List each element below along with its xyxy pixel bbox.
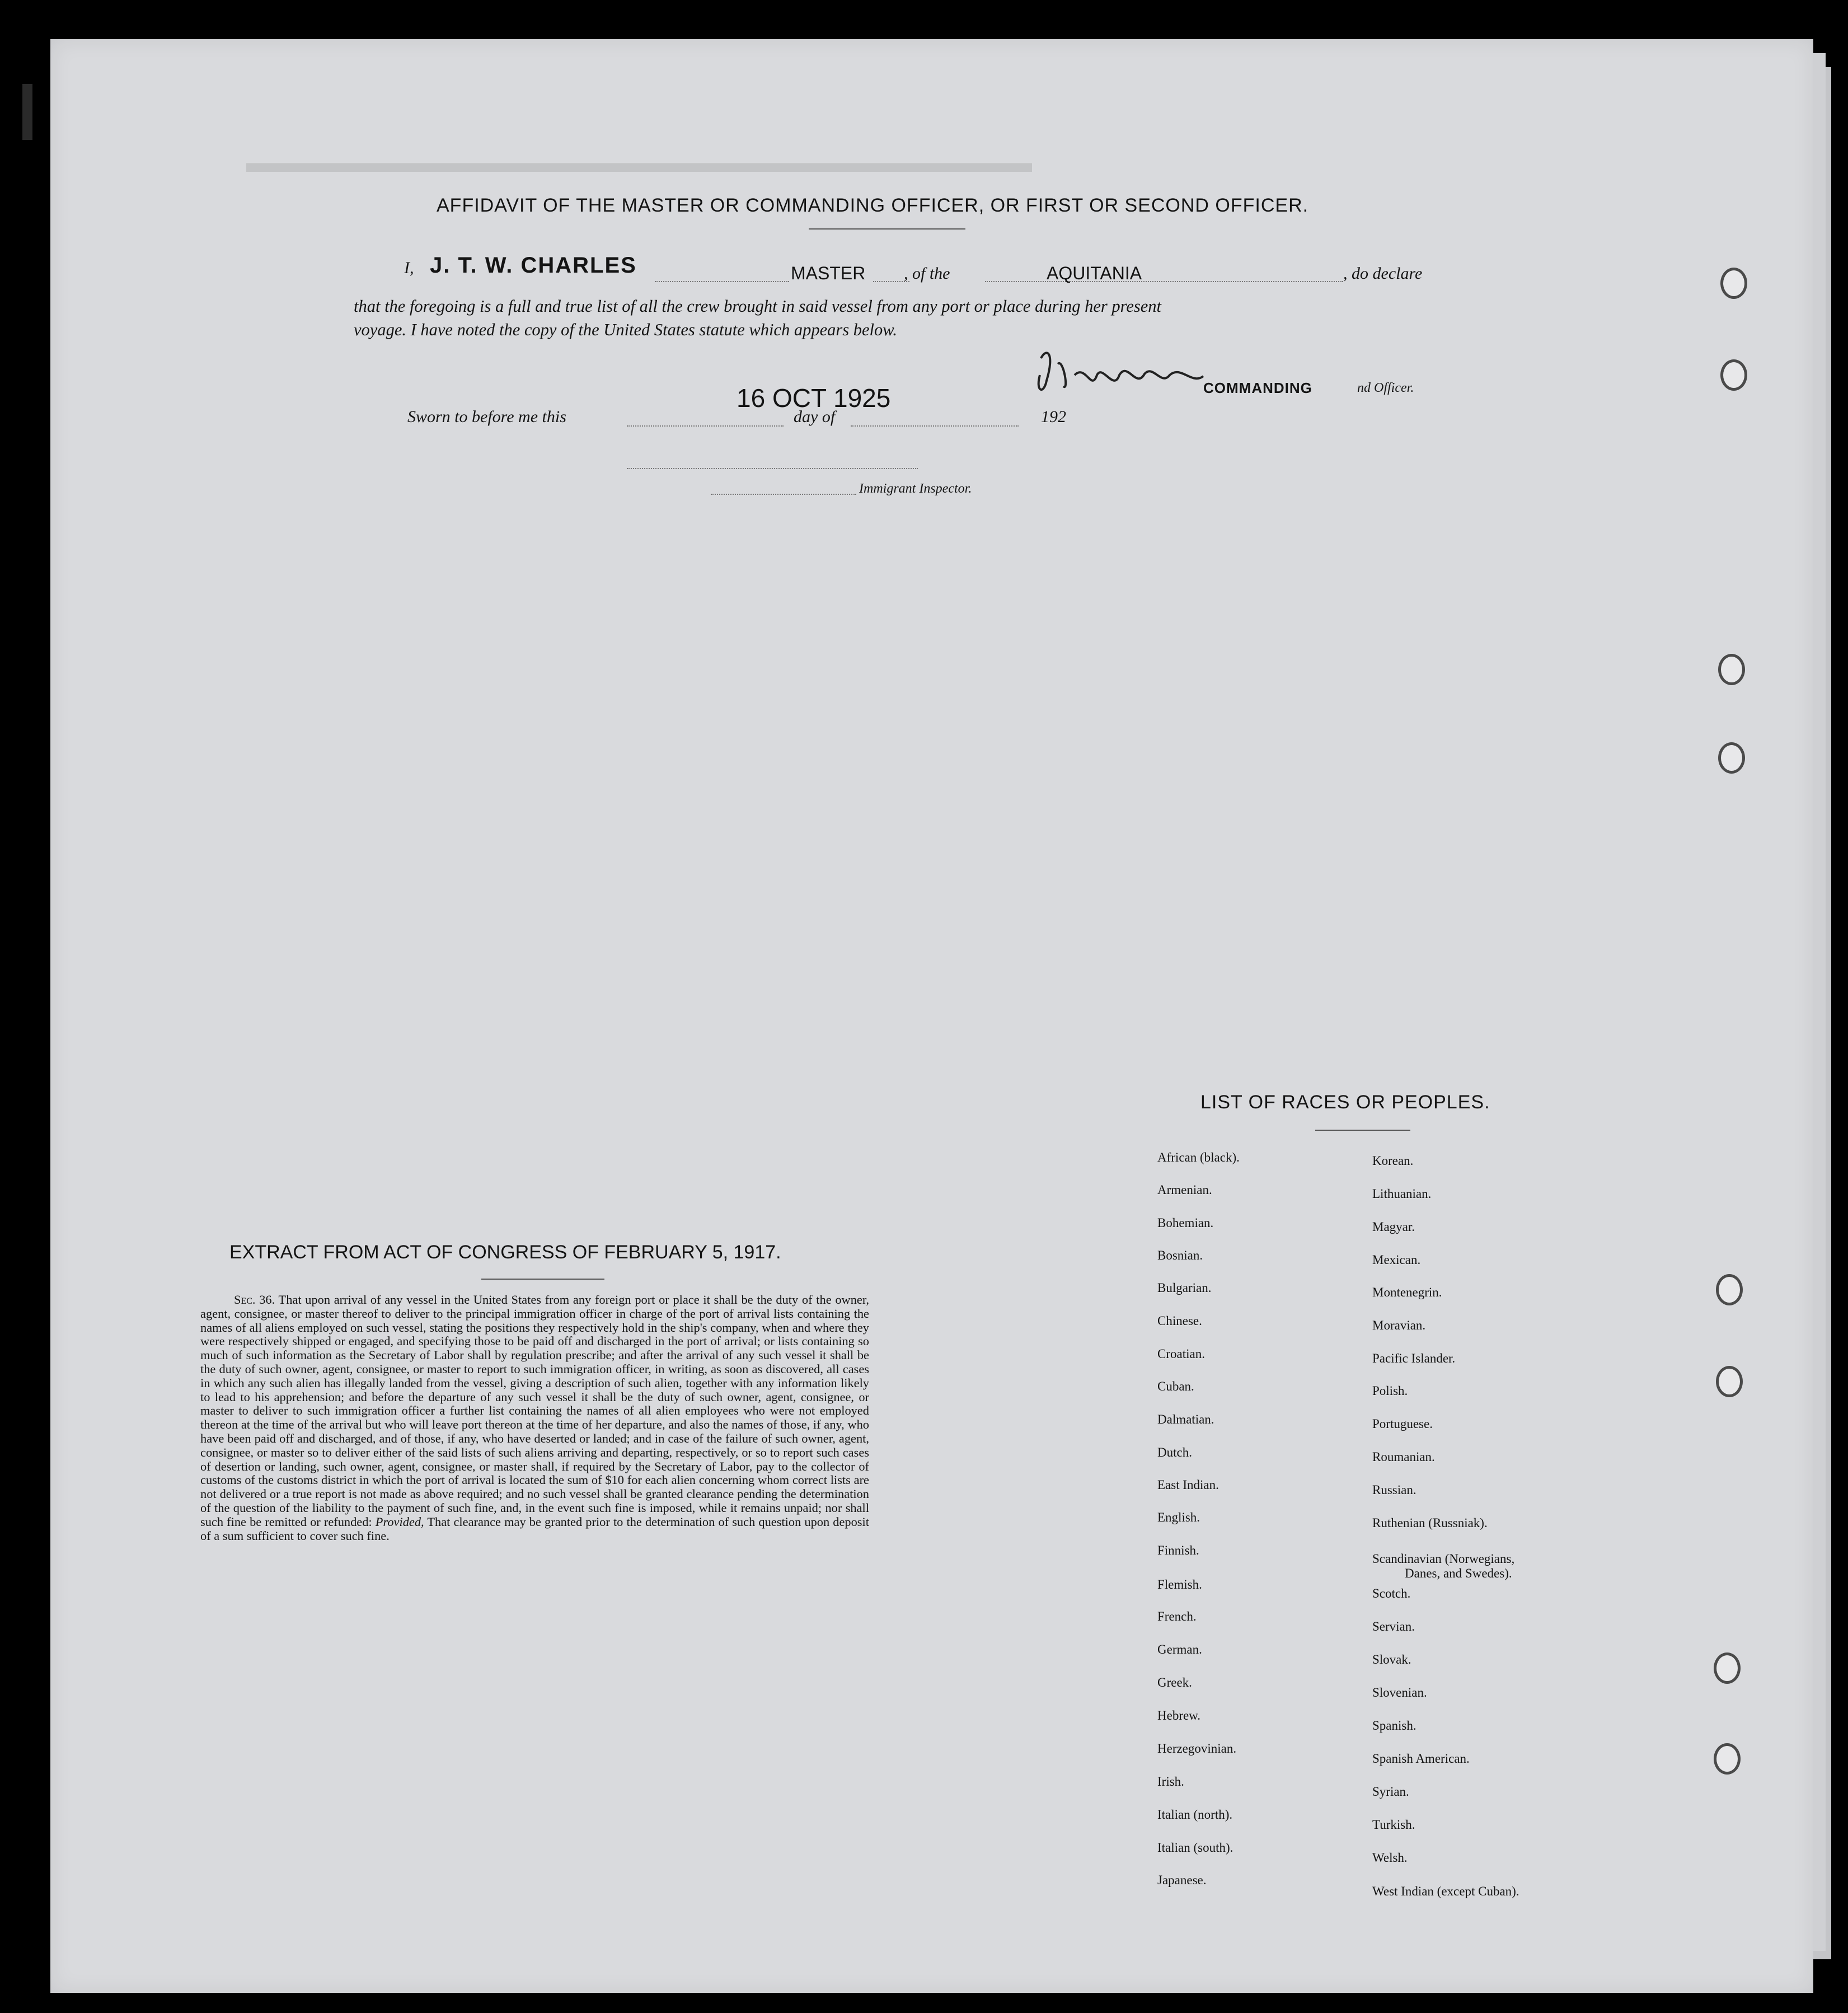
binder-hole-icon xyxy=(1714,1652,1741,1684)
race-item: Turkish. xyxy=(1372,1818,1415,1832)
of-the-label: , of the xyxy=(904,264,950,283)
race-item: Moravian. xyxy=(1372,1318,1426,1332)
race-item: Magyar. xyxy=(1372,1220,1415,1234)
race-item: French. xyxy=(1157,1609,1197,1623)
race-item: Portuguese. xyxy=(1372,1417,1433,1431)
officer-suffix: nd Officer. xyxy=(1357,381,1414,395)
bleed-through-heading: ▬▬▬▬▬▬▬▬▬▬▬▬▬▬▬▬▬▬▬▬▬▬▬▬▬▬▬ xyxy=(246,146,1032,179)
race-item: Mexican. xyxy=(1372,1253,1421,1267)
races-title: LIST OF RACES OR PEOPLES. xyxy=(1200,1092,1490,1113)
race-item: Polish. xyxy=(1372,1384,1408,1398)
affidavit-line-3: voyage. I have noted the copy of the United States statute which appears below. xyxy=(354,320,897,339)
race-item: Pacific Islander. xyxy=(1372,1351,1456,1365)
race-item: Cuban. xyxy=(1157,1379,1194,1393)
day-of-label: day of xyxy=(794,408,836,426)
race-item: Bulgarian. xyxy=(1157,1281,1212,1295)
sworn-label: Sworn to before me this xyxy=(407,408,566,426)
document-page xyxy=(50,39,1813,1993)
race-item: Greek. xyxy=(1157,1675,1192,1689)
binder-hole-icon xyxy=(1718,742,1745,774)
race-item: Flemish. xyxy=(1157,1577,1202,1591)
race-item: German. xyxy=(1157,1642,1202,1656)
race-item: Syrian. xyxy=(1372,1785,1409,1799)
binder-hole-icon xyxy=(1714,1743,1741,1775)
race-item: Ruthenian (Russniak). xyxy=(1372,1516,1488,1530)
race-item: Japanese. xyxy=(1157,1873,1207,1887)
i-prefix: I, xyxy=(404,259,414,277)
race-item: Finnish. xyxy=(1157,1543,1199,1557)
rank-stamp: MASTER xyxy=(791,263,866,283)
race-item: African (black). xyxy=(1157,1150,1240,1164)
race-item: Dalmatian. xyxy=(1157,1412,1214,1426)
race-item: Korean. xyxy=(1372,1154,1414,1168)
inspector-line xyxy=(711,494,856,495)
day-line xyxy=(627,425,784,427)
extract-title-underline xyxy=(481,1279,604,1280)
race-item: Dutch. xyxy=(1157,1445,1192,1459)
race-item: Welsh. xyxy=(1372,1851,1408,1865)
race-item: Montenegrin. xyxy=(1372,1285,1442,1299)
year-prefix: 192 xyxy=(1041,408,1066,426)
signature-scribble xyxy=(1024,341,1226,403)
binder-hole-icon xyxy=(1718,654,1745,685)
handwritten-signature xyxy=(1024,341,1226,413)
race-item: Bohemian. xyxy=(1157,1216,1214,1230)
binder-hole-icon xyxy=(1720,268,1747,299)
race-item: Roumanian. xyxy=(1372,1450,1435,1464)
race-item: Servian. xyxy=(1372,1619,1415,1633)
race-item: East Indian. xyxy=(1157,1478,1219,1492)
provided-word: Provided, xyxy=(375,1514,424,1529)
officer-stamp: COMMANDING xyxy=(1203,380,1312,396)
binder-hole-icon xyxy=(1716,1366,1743,1397)
race-item: Russian. xyxy=(1372,1483,1417,1497)
vessel-name-stamp: AQUITANIA xyxy=(1047,263,1142,283)
affidavit-title: AFFIDAVIT OF THE MASTER OR COMMANDING OFFICER, OR FIRST OR SECOND OFFICER. xyxy=(437,195,1309,216)
race-item: Bosnian. xyxy=(1157,1248,1203,1262)
date-stamp: 16 OCT 1925 xyxy=(737,383,891,413)
race-item: Scandinavian (Norwegians, xyxy=(1372,1552,1515,1566)
race-item: Irish. xyxy=(1157,1775,1184,1789)
race-item: Hebrew. xyxy=(1157,1708,1201,1722)
binder-hole-icon xyxy=(1716,1274,1743,1305)
name-line xyxy=(655,281,789,282)
month-line xyxy=(851,425,1019,427)
race-item: English. xyxy=(1157,1510,1200,1524)
extract-body: That upon arrival of any vessel in the United States from any foreign port or place it shall be the duty of the owner, agent, consignee, or master thereof to deliver to the principal immigration officer in charge of the port of arrival lists containing the names of all aliens employed on such vessel, stating the positions they respectively hold in the ship's company, when and where they were respectively shipped or engaged, and specifying those to be paid off and discharged in the port of arrival; or lists containing so much of such information as the Secretary of Labor shall by regulation prescribe; and after the arrival of any such vessel it shall be the duty of such owner, agent, consignee, or master to report to such immigration officer, in writing, as soon as discovered, all cases in which any such alien has illegally landed from the vessel, giving a description of such alien, together with any information likely to lead to his apprehension; and before the departure of any such vessel it shall be the duty of such owner, agent, consignee, or master to deliver to such immigration officer a further list containing the names of all alien employees who were not employed thereon at the time of the arrival but who will leave port thereon at the time of her departure, and also the names of those, if any, who have been paid off and discharged, and of those, if any, who have deserted or landed; and in case of the failure of such owner, agent, consignee, or master so to deliver either of the said lists of such aliens arriving and departing, respectively, or so to report such cases of desertion or landing, such owner, agent, consignee, or master shall, if required by the Secretary of Labor, pay to the collector of customs of the customs district in which the port of arrival is located the sum of $10 for each alien concerning whom correct lists are not delivered or a true report is not made as above required; and no such vessel shall be granted clearance pending the determination of the question of the liability to the payment of such fine, and, in the event such fine is imposed, while it remains unpaid; nor shall such fine be remitted or refunded: xyxy=(200,1293,869,1529)
race-item: Italian (north). xyxy=(1157,1808,1233,1822)
race-item: West Indian (except Cuban). xyxy=(1372,1884,1519,1898)
race-item: Italian (south). xyxy=(1157,1841,1233,1855)
affidavit-line-2: that the foregoing is a full and true list of all the crew brought in said vessel from any port or place during her present xyxy=(354,297,1162,316)
inspector-label: Immigrant Inspector. xyxy=(859,481,972,496)
race-item: Lithuanian. xyxy=(1372,1187,1432,1201)
master-name-stamp: J. T. W. CHARLES xyxy=(430,253,637,278)
inspector-line-upper xyxy=(627,468,918,469)
race-item: Spanish American. xyxy=(1372,1752,1470,1766)
race-item: Spanish. xyxy=(1372,1719,1417,1733)
race-item: Slovak. xyxy=(1372,1652,1411,1666)
extract-title: EXTRACT FROM ACT OF CONGRESS OF FEBRUARY 5, 1917. xyxy=(229,1242,781,1263)
do-declare-label: , do declare xyxy=(1343,264,1423,283)
binder-hole-icon xyxy=(1720,359,1747,391)
races-title-underline xyxy=(1315,1130,1410,1131)
vessel-line xyxy=(985,281,1343,282)
race-item: Armenian. xyxy=(1157,1183,1212,1197)
binding-strip xyxy=(22,84,32,140)
race-item: Slovenian. xyxy=(1372,1686,1427,1700)
race-item: Chinese. xyxy=(1157,1314,1202,1328)
section-label: Sec. 36. xyxy=(234,1293,275,1307)
race-item: Scotch. xyxy=(1372,1586,1411,1600)
extract-tail: That clearance may be granted prior to the determination of such question upon deposit of a sum sufficient to cover such fine. xyxy=(200,1514,869,1543)
race-item: Danes, and Swedes). xyxy=(1405,1566,1512,1580)
race-item: Croatian. xyxy=(1157,1347,1205,1361)
race-item: Herzegovinian. xyxy=(1157,1742,1237,1755)
extract-text xyxy=(200,1293,869,1543)
title-underline xyxy=(809,228,965,230)
